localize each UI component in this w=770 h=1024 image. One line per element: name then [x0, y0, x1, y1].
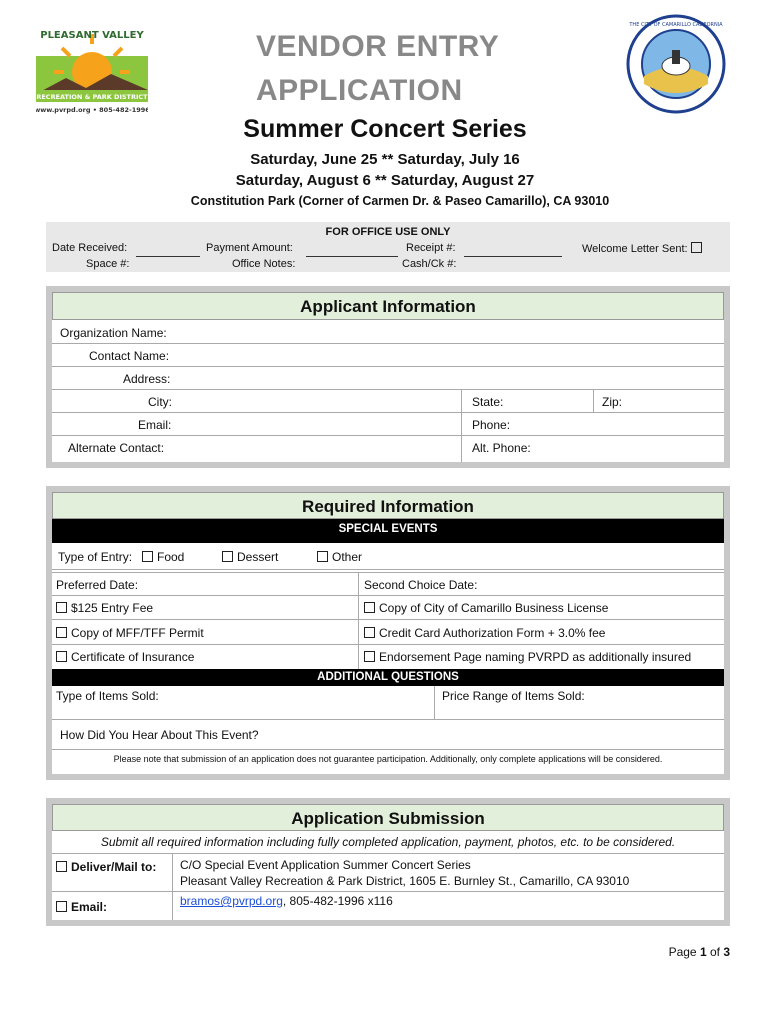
hear-about-row[interactable]	[52, 720, 724, 750]
alt-contact-label: Alternate Contact:	[68, 441, 165, 455]
date-received-label: Date Received:	[52, 242, 128, 254]
preferred-date-label: Preferred Date:	[56, 578, 139, 592]
submission-instructions-row	[52, 831, 724, 854]
business-license-item[interactable]: Copy of City of Camarillo Business License	[364, 601, 608, 615]
insurance-item[interactable]: Certificate of Insurance	[56, 650, 194, 664]
items-sold-row[interactable]	[52, 686, 724, 720]
additional-questions-bar: ADDITIONAL QUESTIONS	[52, 669, 724, 686]
payment-amount-line[interactable]	[306, 256, 398, 257]
checklist-row-3	[52, 645, 724, 669]
required-section	[46, 486, 730, 780]
insurance-checkbox[interactable]	[56, 651, 67, 662]
dessert-checkbox[interactable]	[222, 551, 233, 562]
divider	[172, 854, 173, 920]
email-checkbox[interactable]	[56, 901, 67, 912]
logo-left-line1: PLEASANT VALLEY	[40, 30, 144, 41]
alt-phone-label: Alt. Phone:	[472, 441, 531, 455]
business-license-checkbox[interactable]	[364, 602, 375, 613]
address-label: Address:	[123, 372, 171, 386]
welcome-letter-checkbox[interactable]	[691, 242, 702, 253]
hear-about-label: How Did You Hear About This Event?	[60, 728, 259, 742]
title-line-2: APPLICATION	[256, 74, 463, 107]
zip-label: Zip:	[602, 395, 623, 409]
receipt-label: Receipt #:	[406, 242, 456, 254]
date-received-line[interactable]	[136, 256, 200, 257]
special-events-bar: SPECIAL EVENTS	[52, 519, 724, 543]
required-heading: Required Information	[52, 492, 724, 519]
cc-form-item[interactable]: Credit Card Authorization Form + 3.0% fee	[364, 626, 605, 640]
divider	[434, 686, 435, 720]
cc-form-checkbox[interactable]	[364, 627, 375, 638]
entry-fee-item[interactable]: $125 Entry Fee	[56, 601, 153, 615]
other-checkbox[interactable]	[317, 551, 328, 562]
organization-row[interactable]	[52, 320, 724, 344]
deliver-address-line-2: Pleasant Valley Recreation & Park District, 1605 E. Burnley St., Camarillo, CA 93010	[180, 874, 630, 888]
email-contact: bramos@pvrpd.org, 805-482-1996 x116	[180, 894, 393, 908]
payment-amount-label: Payment Amount:	[206, 242, 293, 254]
phone-label: Phone:	[472, 418, 511, 432]
alt-contact-row[interactable]	[52, 436, 724, 462]
contact-row[interactable]	[52, 344, 724, 367]
organization-label: Organization Name:	[60, 326, 167, 340]
endorsement-checkbox[interactable]	[364, 651, 375, 662]
page-number: Page 1 of 3	[668, 945, 730, 959]
welcome-letter-label: Welcome Letter Sent:	[582, 242, 706, 255]
checklist-row-1	[52, 596, 724, 620]
mff-permit-checkbox[interactable]	[56, 627, 67, 638]
email-link[interactable]: bramos@pvrpd.org	[180, 894, 283, 908]
subtitle: Summer Concert Series	[243, 115, 527, 143]
divider	[593, 390, 594, 413]
checklist-row-2	[52, 620, 724, 645]
deliver-option[interactable]: Deliver/Mail to:	[56, 860, 156, 874]
applicant-heading: Applicant Information	[52, 292, 724, 320]
seal-text: THE CITY OF CAMARILLO CALIFORNIA	[629, 22, 723, 28]
address-row[interactable]	[52, 367, 724, 390]
dessert-option[interactable]: Dessert	[222, 550, 278, 564]
dates-line-1: Saturday, June 25 ** Saturday, July 16	[250, 151, 520, 168]
pleasant-valley-logo	[36, 16, 148, 116]
email-row[interactable]	[52, 413, 724, 436]
deliver-row	[52, 854, 724, 892]
submission-section	[46, 798, 730, 926]
city-label: City:	[148, 395, 172, 409]
cash-ck-label: Cash/Ck #:	[402, 258, 457, 270]
type-of-entry-label: Type of Entry:	[58, 550, 133, 564]
second-choice-label: Second Choice Date:	[364, 578, 478, 592]
food-checkbox[interactable]	[142, 551, 153, 562]
city-row[interactable]	[52, 390, 724, 413]
office-use-title: FOR OFFICE USE ONLY	[325, 226, 451, 238]
food-option[interactable]: Food	[142, 550, 184, 564]
entry-fee-checkbox[interactable]	[56, 602, 67, 613]
email-option[interactable]: Email:	[56, 900, 107, 914]
state-label: State:	[472, 395, 504, 409]
divider	[461, 390, 462, 462]
email-label: Email:	[138, 418, 172, 432]
preferred-date-row[interactable]	[52, 572, 724, 596]
mff-permit-item[interactable]: Copy of MFF/TFF Permit	[56, 626, 204, 640]
price-range-label: Price Range of Items Sold:	[442, 689, 585, 703]
title-line-1: VENDOR ENTRY	[256, 30, 500, 63]
space-label: Space #:	[86, 258, 130, 270]
city-of-camarillo-seal	[626, 14, 726, 114]
receipt-line[interactable]	[464, 256, 562, 257]
type-of-entry-row	[52, 543, 724, 570]
email-submit-row	[52, 892, 724, 920]
deliver-checkbox[interactable]	[56, 861, 67, 872]
endorsement-item[interactable]: Endorsement Page naming PVRPD as additionally insured	[364, 650, 691, 664]
logo-left-line2: RECREATION & PARK DISTRICT	[36, 93, 148, 101]
dates-line-2: Saturday, August 6 ** Saturday, August 27	[235, 172, 535, 189]
submission-instructions: Submit all required information including fully completed application, payment, photos, etc. to be considered.	[100, 835, 676, 849]
office-use-box	[46, 222, 730, 272]
submission-heading: Application Submission	[52, 804, 724, 831]
participation-note: Please note that submission of an application does not guarantee participation. Additionally, only complete applications will be considered.	[113, 754, 663, 764]
event-location: Constitution Park (Corner of Carmen Dr. & Paseo Camarillo), CA 93010	[190, 194, 610, 208]
divider	[358, 572, 359, 669]
office-notes-label: Office Notes:	[232, 258, 296, 270]
applicant-section	[46, 286, 730, 468]
items-sold-label: Type of Items Sold:	[56, 689, 159, 703]
other-option[interactable]: Other	[317, 550, 362, 564]
deliver-address-line-1: C/O Special Event Application Summer Concert Series	[180, 858, 471, 872]
logo-left-line3: www.pvrpd.org • 805-482-1996	[36, 106, 148, 114]
contact-label: Contact Name:	[89, 349, 170, 363]
